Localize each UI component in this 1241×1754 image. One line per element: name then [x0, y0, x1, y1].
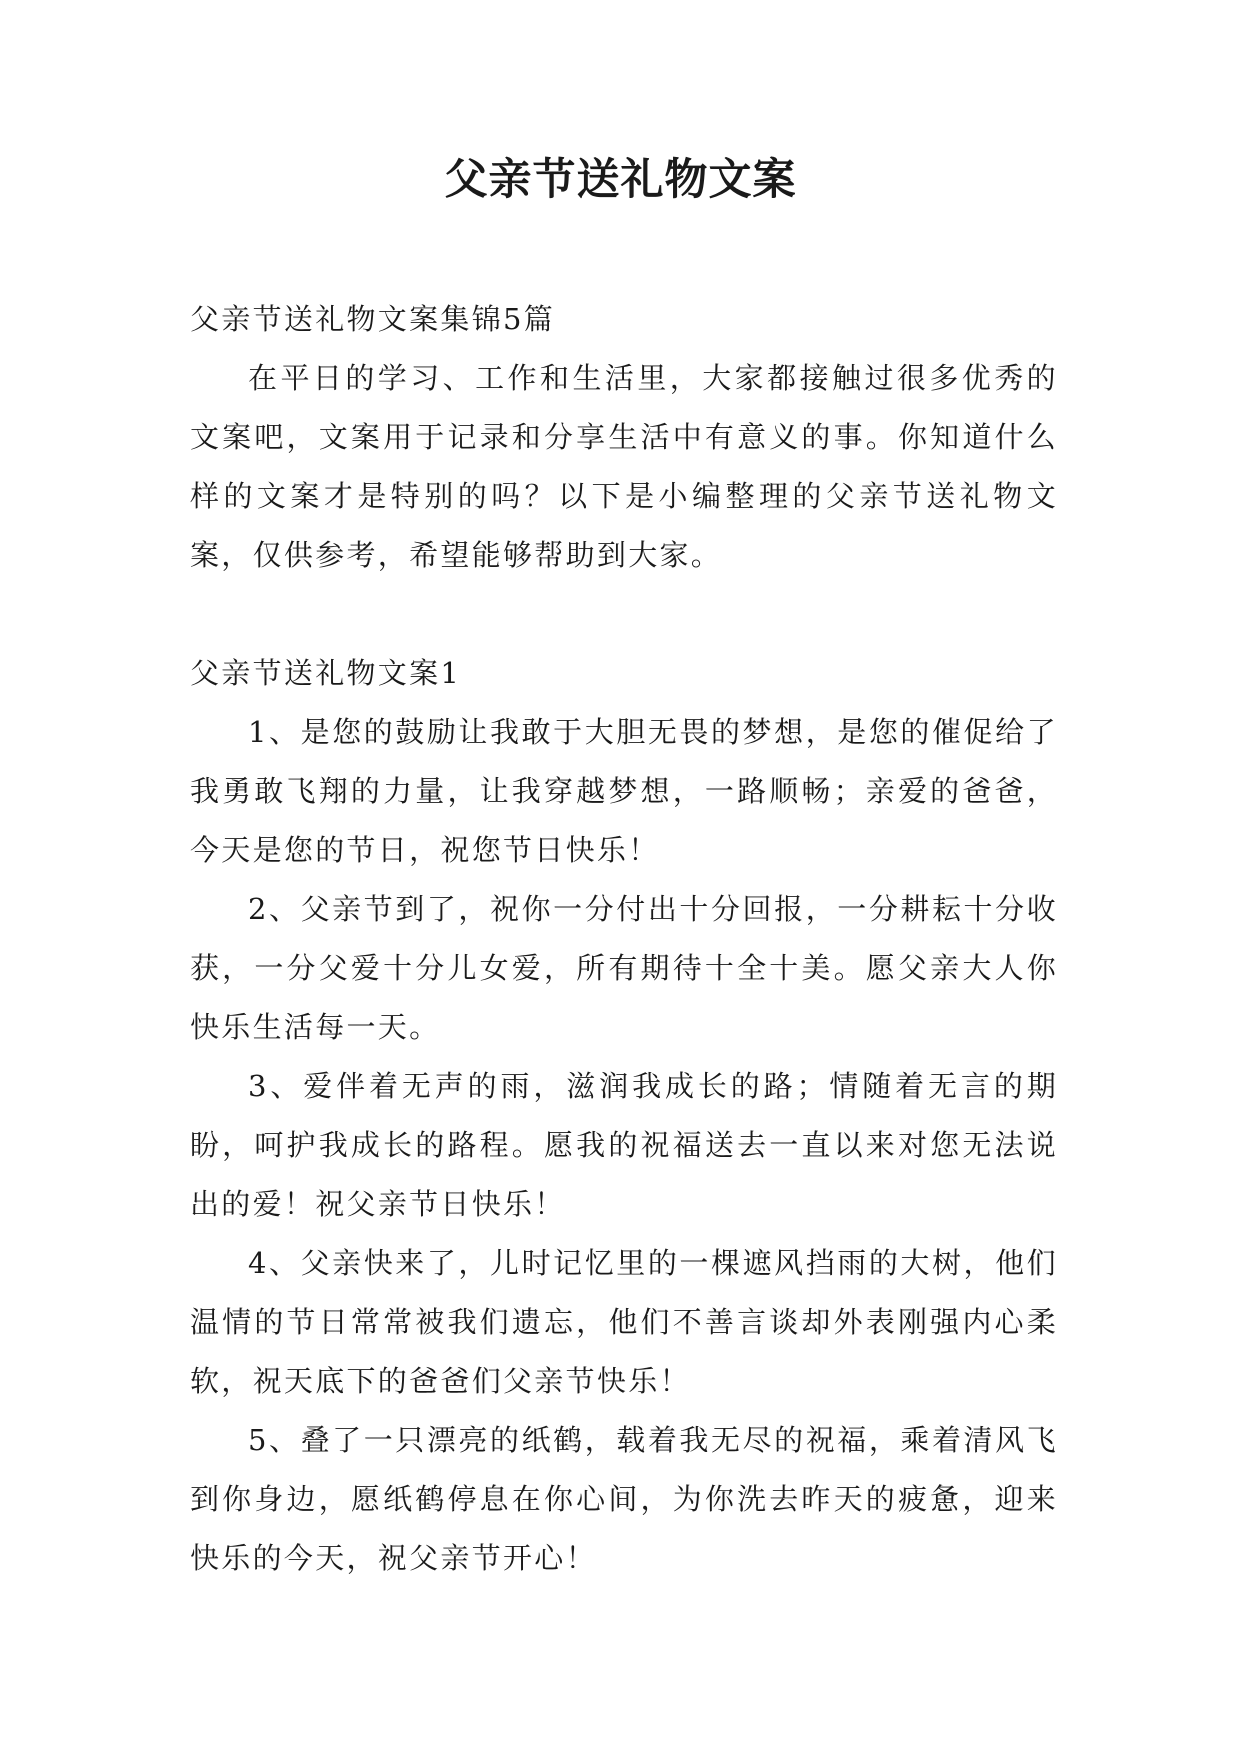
document-title: 父亲节送礼物文案 — [444, 155, 797, 205]
list-item: 5、叠了一只漂亮的纸鹤，载着我无尽的祝福，乘着清风飞到你身边，愿纸鹤停息在你心间，为你洗去昨天的疲惫，迎来快乐的今天，祝父亲节开心！ — [190, 1423, 1058, 1575]
list-item: 1、是您的鼓励让我敢于大胆无畏的梦想，是您的催促给了我勇敢飞翔的力量，让我穿越梦想，一路顺畅；亲爱的爸爸，今天是您的节日，祝您节日快乐！ — [190, 715, 1058, 867]
collection-subtitle: 父亲节送礼物文案集锦5篇 — [190, 302, 556, 336]
list-item: 2、父亲节到了，祝你一分付出十分回报，一分耕耘十分收获，一分父爱十分儿女爱，所有期待十全十美。愿父亲大人你快乐生活每一天。 — [190, 892, 1058, 1044]
list-item: 4、父亲快来了，儿时记忆里的一棵遮风挡雨的大树，他们温情的节日常常被我们遗忘，他们不善言谈却外表刚强内心柔软，祝天底下的爸爸们父亲节快乐！ — [190, 1246, 1058, 1398]
paragraph-gap — [190, 585, 1058, 644]
section-heading: 父亲节送礼物文案1 — [190, 656, 462, 690]
intro-paragraph: 在平日的学习、工作和生活里，大家都接触过很多优秀的文案吧，文案用于记录和分享生活中有意义的事。你知道什么样的文案才是特别的吗？以下是小编整理的父亲节送礼物文案，仅供参考，希望能够帮助到大家。 — [190, 361, 1058, 572]
list-item: 3、爱伴着无声的雨，滋润我成长的路；情随着无言的期盼，呵护我成长的路程。愿我的祝福送去一直以来对您无法说出的爱！祝父亲节日快乐！ — [190, 1069, 1058, 1221]
document-body — [190, 290, 1058, 1588]
